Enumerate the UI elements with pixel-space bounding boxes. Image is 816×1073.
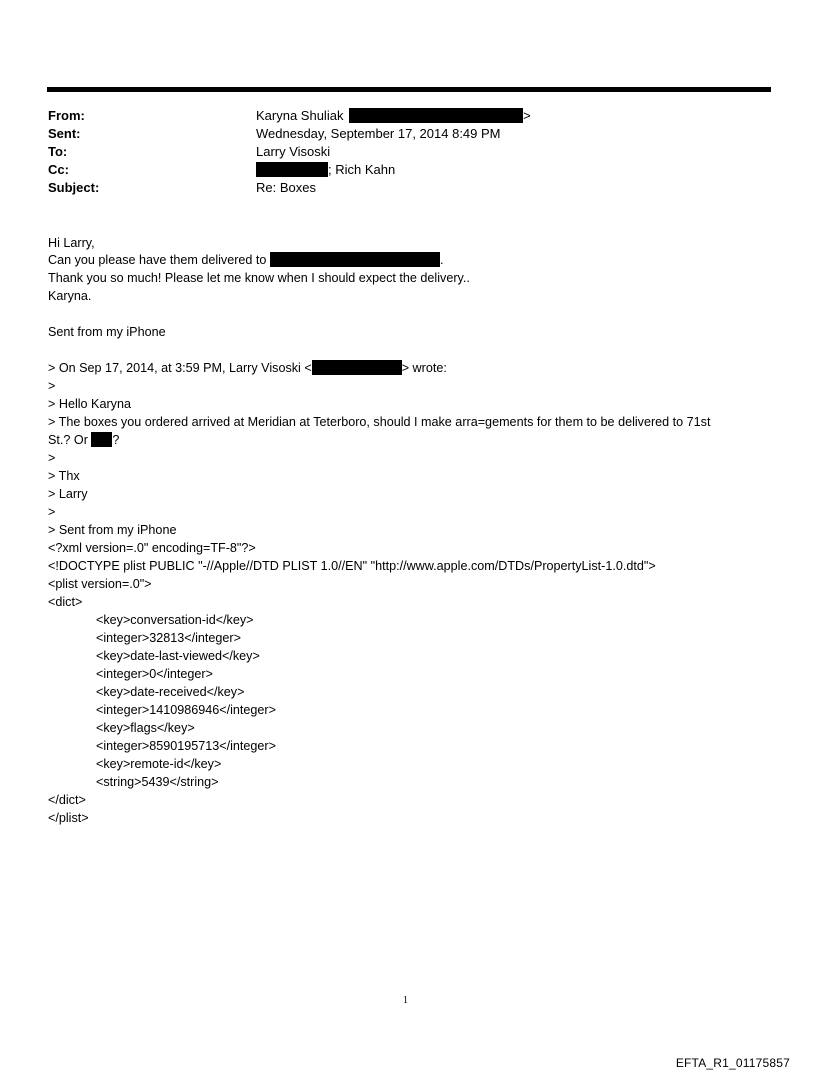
signoff: Karyna. — [48, 289, 92, 303]
plist-entry: <key>remote-id</key> — [96, 757, 222, 771]
subject-label: Subject: — [48, 180, 100, 195]
plist-entry: <string>5439</string> — [96, 775, 219, 789]
plist-entry: <key>date-received</key> — [96, 685, 245, 699]
xml-declaration: <?xml version=.0" encoding=TF-8"?> — [48, 541, 256, 555]
from-name: Karyna Shuliak — [256, 108, 344, 123]
quoted-hello: > Hello Karyna — [48, 397, 131, 411]
quote-marker: > — [48, 451, 56, 465]
plist-entry: <integer>1410986946</integer> — [96, 703, 276, 717]
from-tail: > — [523, 108, 531, 123]
deliver-period: . — [439, 253, 444, 267]
sent-label: Sent: — [48, 126, 81, 141]
quoted-header — [48, 359, 447, 377]
deliver-line — [48, 251, 443, 269]
greeting: Hi Larry, — [48, 236, 95, 250]
sent-value: Wednesday, September 17, 2014 8:49 PM — [256, 126, 501, 141]
dict-open: <dict> — [48, 595, 83, 609]
to-label: To: — [48, 144, 68, 159]
header-rule — [47, 87, 771, 92]
bates-number: EFTA_R1_01175857 — [675, 1056, 790, 1070]
quoted-boxes: > The boxes you ordered arrived at Meridian at Teterboro, should I make arra=gements for them to be delivered to 71st — [48, 415, 711, 429]
plist-entry: <integer>32813</integer> — [96, 631, 241, 645]
dict-close: </dict> — [48, 793, 86, 807]
plist-entry: <key>date-last-viewed</key> — [96, 649, 260, 663]
cc-tail: ; Rich Kahn — [328, 162, 396, 177]
from-label: From: — [48, 108, 85, 123]
plist-open: <plist version=.0"> — [48, 577, 152, 591]
to-value: Larry Visoski — [256, 144, 331, 159]
quoted-larry: > Larry — [48, 487, 88, 501]
plist-entry: <key>flags</key> — [96, 721, 195, 735]
subject-value: Re: Boxes — [256, 180, 316, 195]
quoted-st-text: St.? Or — [48, 433, 92, 447]
quoted-st — [48, 431, 119, 449]
sent-from: Sent from my iPhone — [48, 325, 166, 339]
cc-label: Cc: — [48, 162, 69, 177]
redaction-box — [256, 162, 328, 177]
thanks-line: Thank you so much! Please let me know when I should expect the delivery.. — [48, 271, 470, 285]
plist-entry: <key>conversation-id</key> — [96, 613, 254, 627]
from-value — [256, 107, 531, 125]
quote-marker: > — [48, 505, 56, 519]
page-number: 1 — [403, 995, 408, 1006]
redaction-box — [270, 252, 440, 267]
plist-close: </plist> — [48, 811, 89, 825]
doctype-line: <!DOCTYPE plist PUBLIC "-//Apple//DTD PLIST 1.0//EN" "http://www.apple.com/DTDs/PropertyList-1.0.dtd"> — [48, 559, 656, 573]
plist-entry: <integer>8590195713</integer> — [96, 739, 276, 753]
quote-marker: > — [48, 379, 56, 393]
quoted-thx: > Thx — [48, 469, 80, 483]
quoted-st-tail: ? — [112, 433, 120, 447]
plist-entry: <integer>0</integer> — [96, 667, 213, 681]
quoted-sent-from: > Sent from my iPhone — [48, 523, 177, 537]
redaction-box — [312, 360, 402, 375]
deliver-text: Can you please have them delivered to — [48, 253, 267, 267]
redaction-box — [349, 108, 523, 123]
quoted-header-lt: < — [304, 361, 312, 375]
cc-value — [256, 161, 395, 179]
redaction-box — [91, 432, 112, 447]
quoted-header-tail: > wrote: — [401, 361, 447, 375]
quoted-header-text: > On Sep 17, 2014, at 3:59 PM, Larry Visoski — [48, 361, 305, 375]
